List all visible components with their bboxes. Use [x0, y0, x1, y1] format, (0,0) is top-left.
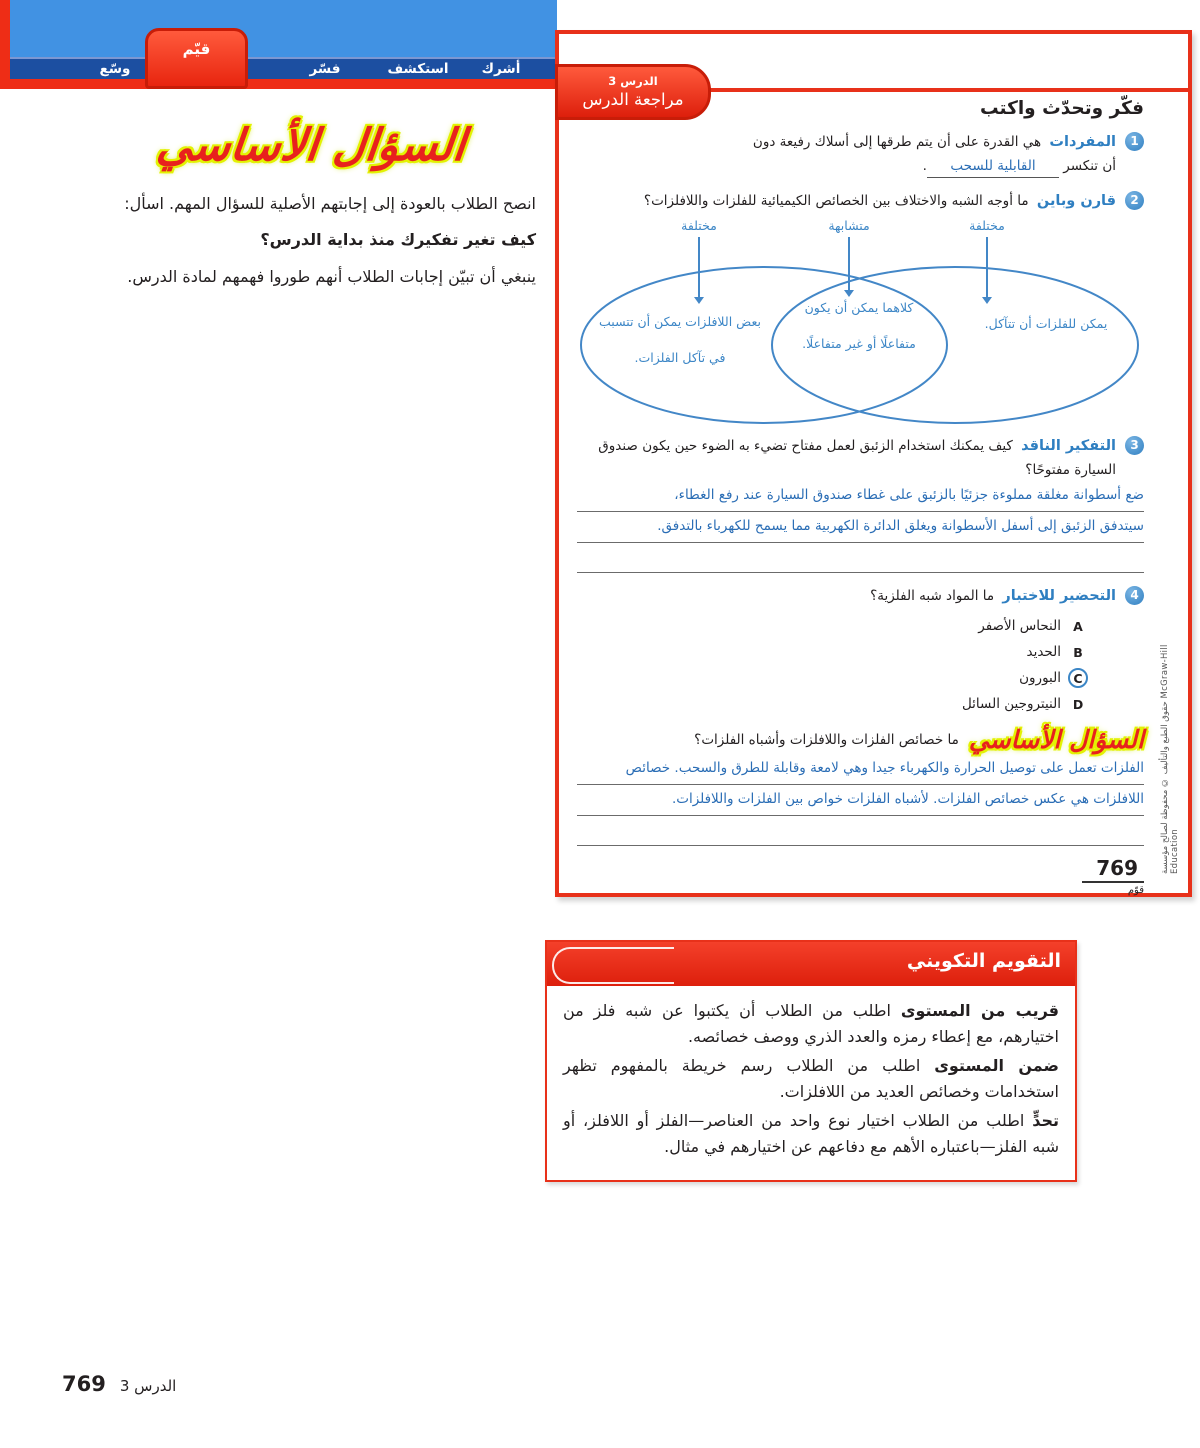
nav-bar: [0, 57, 557, 79]
question-1-text: هي القدرة على أن يتم طرقها إلى أسلاك رفيعة دون: [752, 134, 1042, 150]
answer-line-empty: [577, 543, 1144, 573]
panel-page-number-block: [577, 856, 1144, 896]
question-1-vocabulary: [577, 131, 1144, 178]
assessment-item-on-level-text: اطلب من الطلاب رسم خريطة بالمفهوم تظهر استخدامات وخصائص العديد من اللافلزات.: [563, 1056, 1059, 1101]
red-strip: [0, 79, 557, 89]
assessment-item-approaching-label: قريب من المستوى: [900, 1001, 1059, 1020]
venn-right-answer: يمكن للفلزات أن تتآكل.: [984, 316, 1108, 332]
choice-b-text: الحديد: [1026, 644, 1061, 661]
question-1-period: .: [922, 157, 927, 174]
teacher-question: كيف تغير تفكيرك منذ بداية الدرس؟: [260, 230, 536, 250]
question-4-label: التحضير للاختبار: [1002, 588, 1116, 605]
assessment-item-approaching-text: اطلب من الطلاب أن يكتبوا عن شبه فلز من اختيارهم، مع إعطاء رمزه والعدد الذري ووصف خصائصه.: [563, 1001, 1059, 1046]
panel-page-label: قوّم: [1127, 885, 1144, 897]
choice-d-text: النيتروجين السائل: [961, 696, 1061, 713]
teacher-paragraph: انصح الطلاب بالعودة إلى إجابتهم الأصلية للسؤال المهم. اسأل:: [124, 194, 536, 213]
red-edge: [0, 0, 10, 89]
venn-label-different-left: مختلفة: [681, 218, 717, 234]
choice-c-selected[interactable]: [577, 665, 1088, 691]
essential-answer-line-1: الفلزات تعمل على توصيل الحرارة والكهرباء جيدا وهي لامعة وقابلة للطرق والسحب. خصائص: [577, 754, 1144, 785]
choices-list: [577, 613, 1088, 717]
formative-assessment-box: [545, 940, 1077, 1182]
essential-question-row: [577, 725, 1144, 754]
answer-line-2: سيتدفق الزئبق إلى أسفل الأسطوانة ويغلق الدائرة الكهربية مما يسمح للكهرباء بالتدفق.: [577, 512, 1144, 543]
tab-evaluate-label: قيّم: [182, 40, 211, 58]
number-2-badge: 2: [1125, 191, 1144, 210]
question-3-text: كيف يمكنك استخدام الزئبق لعمل مفتاح تضيء به الضوء حين يكون صندوق السيارة مفتوحًا؟: [598, 438, 1116, 479]
venn-label-different-right: مختلفة: [969, 218, 1005, 234]
formative-assessment-header: [547, 942, 1075, 986]
number-1-badge: 1: [1125, 132, 1144, 151]
assessment-item-challenge-label: تحدٍّ: [1032, 1111, 1060, 1131]
tab-explore[interactable]: استكشف: [387, 61, 449, 77]
question-2-text: ما أوجه الشبه والاختلاف بين الخصائص الكيميائية للفلزات واللافلزات؟: [643, 193, 1029, 210]
panel-page-number: 769: [1082, 856, 1144, 883]
question-1-label: المفردات: [1049, 134, 1116, 150]
number-3-badge: 3: [1125, 436, 1144, 455]
teacher-paragraph-2: ينبغي أن تبيّن إجابات الطلاب أنهم طوروا فهمهم لمادة الدرس.: [127, 266, 536, 286]
choice-d[interactable]: [577, 691, 1088, 717]
number-4-badge: 4: [1125, 586, 1144, 605]
essential-question-text: ما خصائص الفلزات واللافلزات وأشباه الفلزات؟: [694, 731, 959, 748]
assessment-item-on-level-label: ضمن المستوى: [934, 1056, 1059, 1076]
question-4-text: ما المواد شبه الفلزية؟: [870, 588, 995, 605]
choice-b-letter: B: [1073, 644, 1083, 660]
footer-page-number: 769: [62, 1372, 106, 1396]
choice-a[interactable]: [577, 613, 1088, 639]
essential-answer-line-2: اللافلزات هي عكس خصائص الفلزات. لأشباه الفلزات خواص بين الفلزات واللافلزات.: [577, 785, 1144, 816]
page-footer: [62, 1372, 176, 1396]
lesson-review-panel: [555, 30, 1192, 897]
fill-in-blank: القابلية للسحب: [927, 155, 1059, 178]
tab-expand[interactable]: وسّع: [99, 61, 131, 77]
lesson-badge-number: الدرس 3: [608, 74, 658, 88]
question-1-text2: أن تنكسر: [1063, 157, 1116, 174]
tab-evaluate-active[interactable]: [145, 28, 248, 89]
essential-question-logo: السؤال الأساسي: [968, 725, 1144, 755]
choice-c-text: البورون: [1019, 670, 1061, 687]
footer-lesson-label: الدرس 3: [119, 1377, 177, 1395]
copyright-vertical-text: حقوق الطبع والتأليف © محفوظة لصالح مؤسسة McGraw-Hill Education: [1160, 644, 1180, 874]
essential-answer-line-empty: [577, 816, 1144, 846]
lesson-badge-title: مراجعة الدرس: [582, 90, 684, 109]
venn-left-answer: بعض اللافلزات يمكن أن تتسبب في تآكل الفلزات.: [599, 314, 761, 366]
choice-d-letter: D: [1072, 696, 1084, 712]
venn-diagram: [577, 218, 1148, 425]
lesson-badge: [555, 64, 711, 120]
review-heading: فكّر وتحدّث واكتب: [979, 98, 1144, 119]
review-content: [559, 34, 1188, 896]
arrow-down-icon: [698, 237, 700, 297]
arrow-down-icon: [986, 237, 988, 297]
assessment-item-approaching: [563, 998, 1059, 1049]
formative-assessment-body: [547, 986, 1075, 1180]
venn-label-similar: متشابهة: [828, 218, 870, 234]
assessment-item-challenge: [563, 1108, 1059, 1159]
question-3-label: التفكير الناقد: [1021, 438, 1116, 455]
answer-line-1: ضع أسطوانة مغلقة مملوءة جزئيًا بالزئبق على غطاء صندوق السيارة عند رفع الغطاء،: [577, 481, 1144, 512]
teacher-column: [68, 120, 536, 292]
choice-c-letter-circled: C: [1068, 668, 1088, 688]
choice-a-letter: A: [1073, 618, 1083, 634]
top-bar-light: [0, 0, 557, 57]
question-2-compare: [577, 190, 1144, 214]
assessment-item-on-level: [563, 1053, 1059, 1104]
question-2-label: قارن وباين: [1036, 193, 1116, 210]
choice-a-text: النحاس الأصفر: [978, 618, 1061, 635]
assessment-item-challenge-text: اطلب من الطلاب اختيار نوع واحد من العناصر—الفلز أو اللافلز، أو شبه الفلز—باعتباره الأهم مع دفاعهم عن اختيارهم في مثال.: [563, 1111, 1059, 1156]
tab-engage[interactable]: أشرك: [481, 61, 521, 77]
essential-question-title: السؤال الأساسي: [154, 120, 468, 171]
tab-explain[interactable]: فسّر: [309, 61, 341, 77]
arrow-down-icon: [848, 237, 850, 290]
venn-middle-answer: كلاهما يمكن أن يكون متفاعلًا أو غير متفاعلًا.: [802, 300, 916, 352]
question-3-critical-thinking: [577, 435, 1144, 481]
question-4-test-prep: [577, 585, 1144, 609]
formative-assessment-title: التقويم التكويني: [906, 950, 1061, 972]
choice-b[interactable]: [577, 639, 1088, 665]
